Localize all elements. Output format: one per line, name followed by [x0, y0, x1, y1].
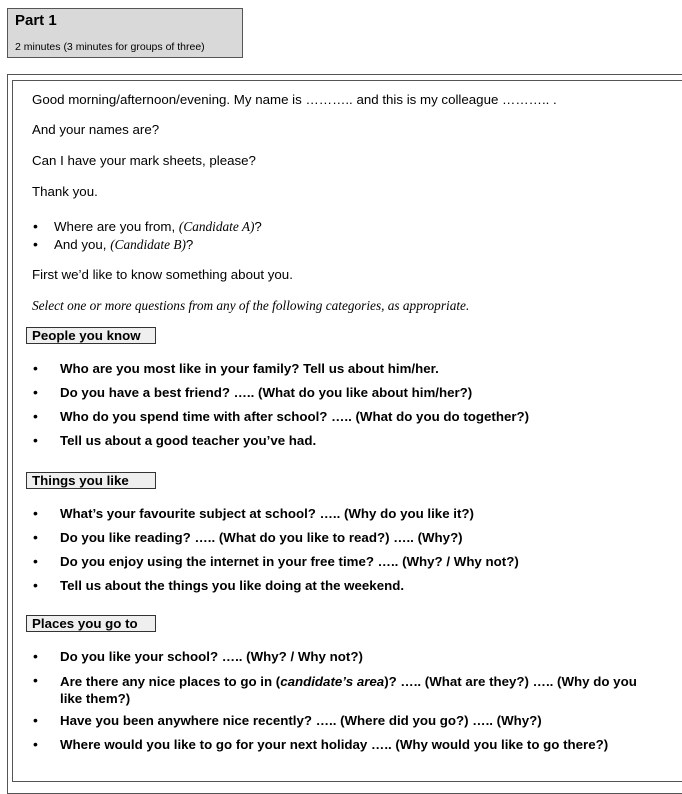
question: Do you enjoy using the internet in your free time? ….. (Why? / Why not?)	[60, 554, 519, 569]
question: What’s your favourite subject at school? ….. (Why do you like it?)	[60, 506, 474, 521]
where-from-a	[54, 219, 262, 235]
greeting-line: Good morning/afternoon/evening. My name is ……….. and this is my colleague ……….. .	[32, 92, 557, 107]
question: Tell us about the things you like doing at the weekend.	[60, 578, 405, 593]
question: Do you like reading? ….. (What do you like to read?) ….. (Why?)	[60, 530, 463, 545]
and-you-prefix: And you,	[54, 237, 107, 252]
mark-sheets-line: Can I have your mark sheets, please?	[32, 153, 256, 168]
category-things-you-like: Things you like	[26, 472, 156, 489]
bullet: •	[33, 529, 38, 545]
part-header-box	[7, 8, 243, 58]
and-you-suffix: ?	[185, 237, 194, 252]
question-part: Are there any nice places to go in (	[60, 674, 281, 689]
category-places-you-go-to: Places you go to	[26, 615, 156, 632]
where-from-a-suffix: ?	[254, 219, 262, 234]
bullet: •	[33, 553, 38, 569]
question-part: )? ….. (What are they?) ….. (Why do you like them?)	[60, 674, 637, 706]
thanks-line: Thank you.	[32, 184, 98, 199]
question: Do you like your school? ….. (Why? / Why not?)	[60, 649, 363, 664]
bullet: •	[33, 712, 38, 728]
know-about-line: First we’d like to know something about you.	[32, 267, 293, 282]
bullet: •	[33, 218, 38, 234]
question: Have you been anywhere nice recently? ….. (Where did you go?) ….. (Why?)	[60, 713, 542, 728]
question: Who do you spend time with after school? ….. (What do you do together?)	[60, 409, 530, 424]
part-title: Part 1	[15, 12, 57, 29]
bullet: •	[33, 577, 38, 593]
category-people-you-know: People you know	[26, 327, 156, 344]
bullet: •	[33, 384, 38, 400]
bullet: •	[33, 672, 38, 688]
bullet: •	[33, 360, 38, 376]
bullet: •	[33, 236, 38, 252]
question-places-nice	[60, 673, 660, 707]
bullet: •	[33, 505, 38, 521]
and-you-b	[54, 237, 193, 253]
names-line: And your names are?	[32, 122, 160, 137]
where-from-a-prefix: Where are you from,	[54, 219, 176, 234]
instruction-line: Select one or more questions from any of the following categories, as appropriate.	[32, 298, 470, 313]
part-timing: 2 minutes (3 minutes for groups of three)	[15, 41, 205, 53]
question: Tell us about a good teacher you’ve had.	[60, 433, 317, 448]
candidate-b: (Candidate B)	[110, 237, 186, 252]
question-italic-part: candidate’s area	[280, 674, 385, 689]
question: Where would you like to go for your next holiday ….. (Why would you like to go there?)	[60, 737, 609, 752]
bullet: •	[33, 736, 38, 752]
bullet: •	[33, 432, 38, 448]
question: Do you have a best friend? ….. (What do you like about him/her?)	[60, 385, 473, 400]
bullet: •	[33, 648, 38, 664]
question: Who are you most like in your family? Tell us about him/her.	[60, 361, 439, 376]
candidate-a: (Candidate A)	[178, 219, 255, 234]
bullet: •	[33, 408, 38, 424]
